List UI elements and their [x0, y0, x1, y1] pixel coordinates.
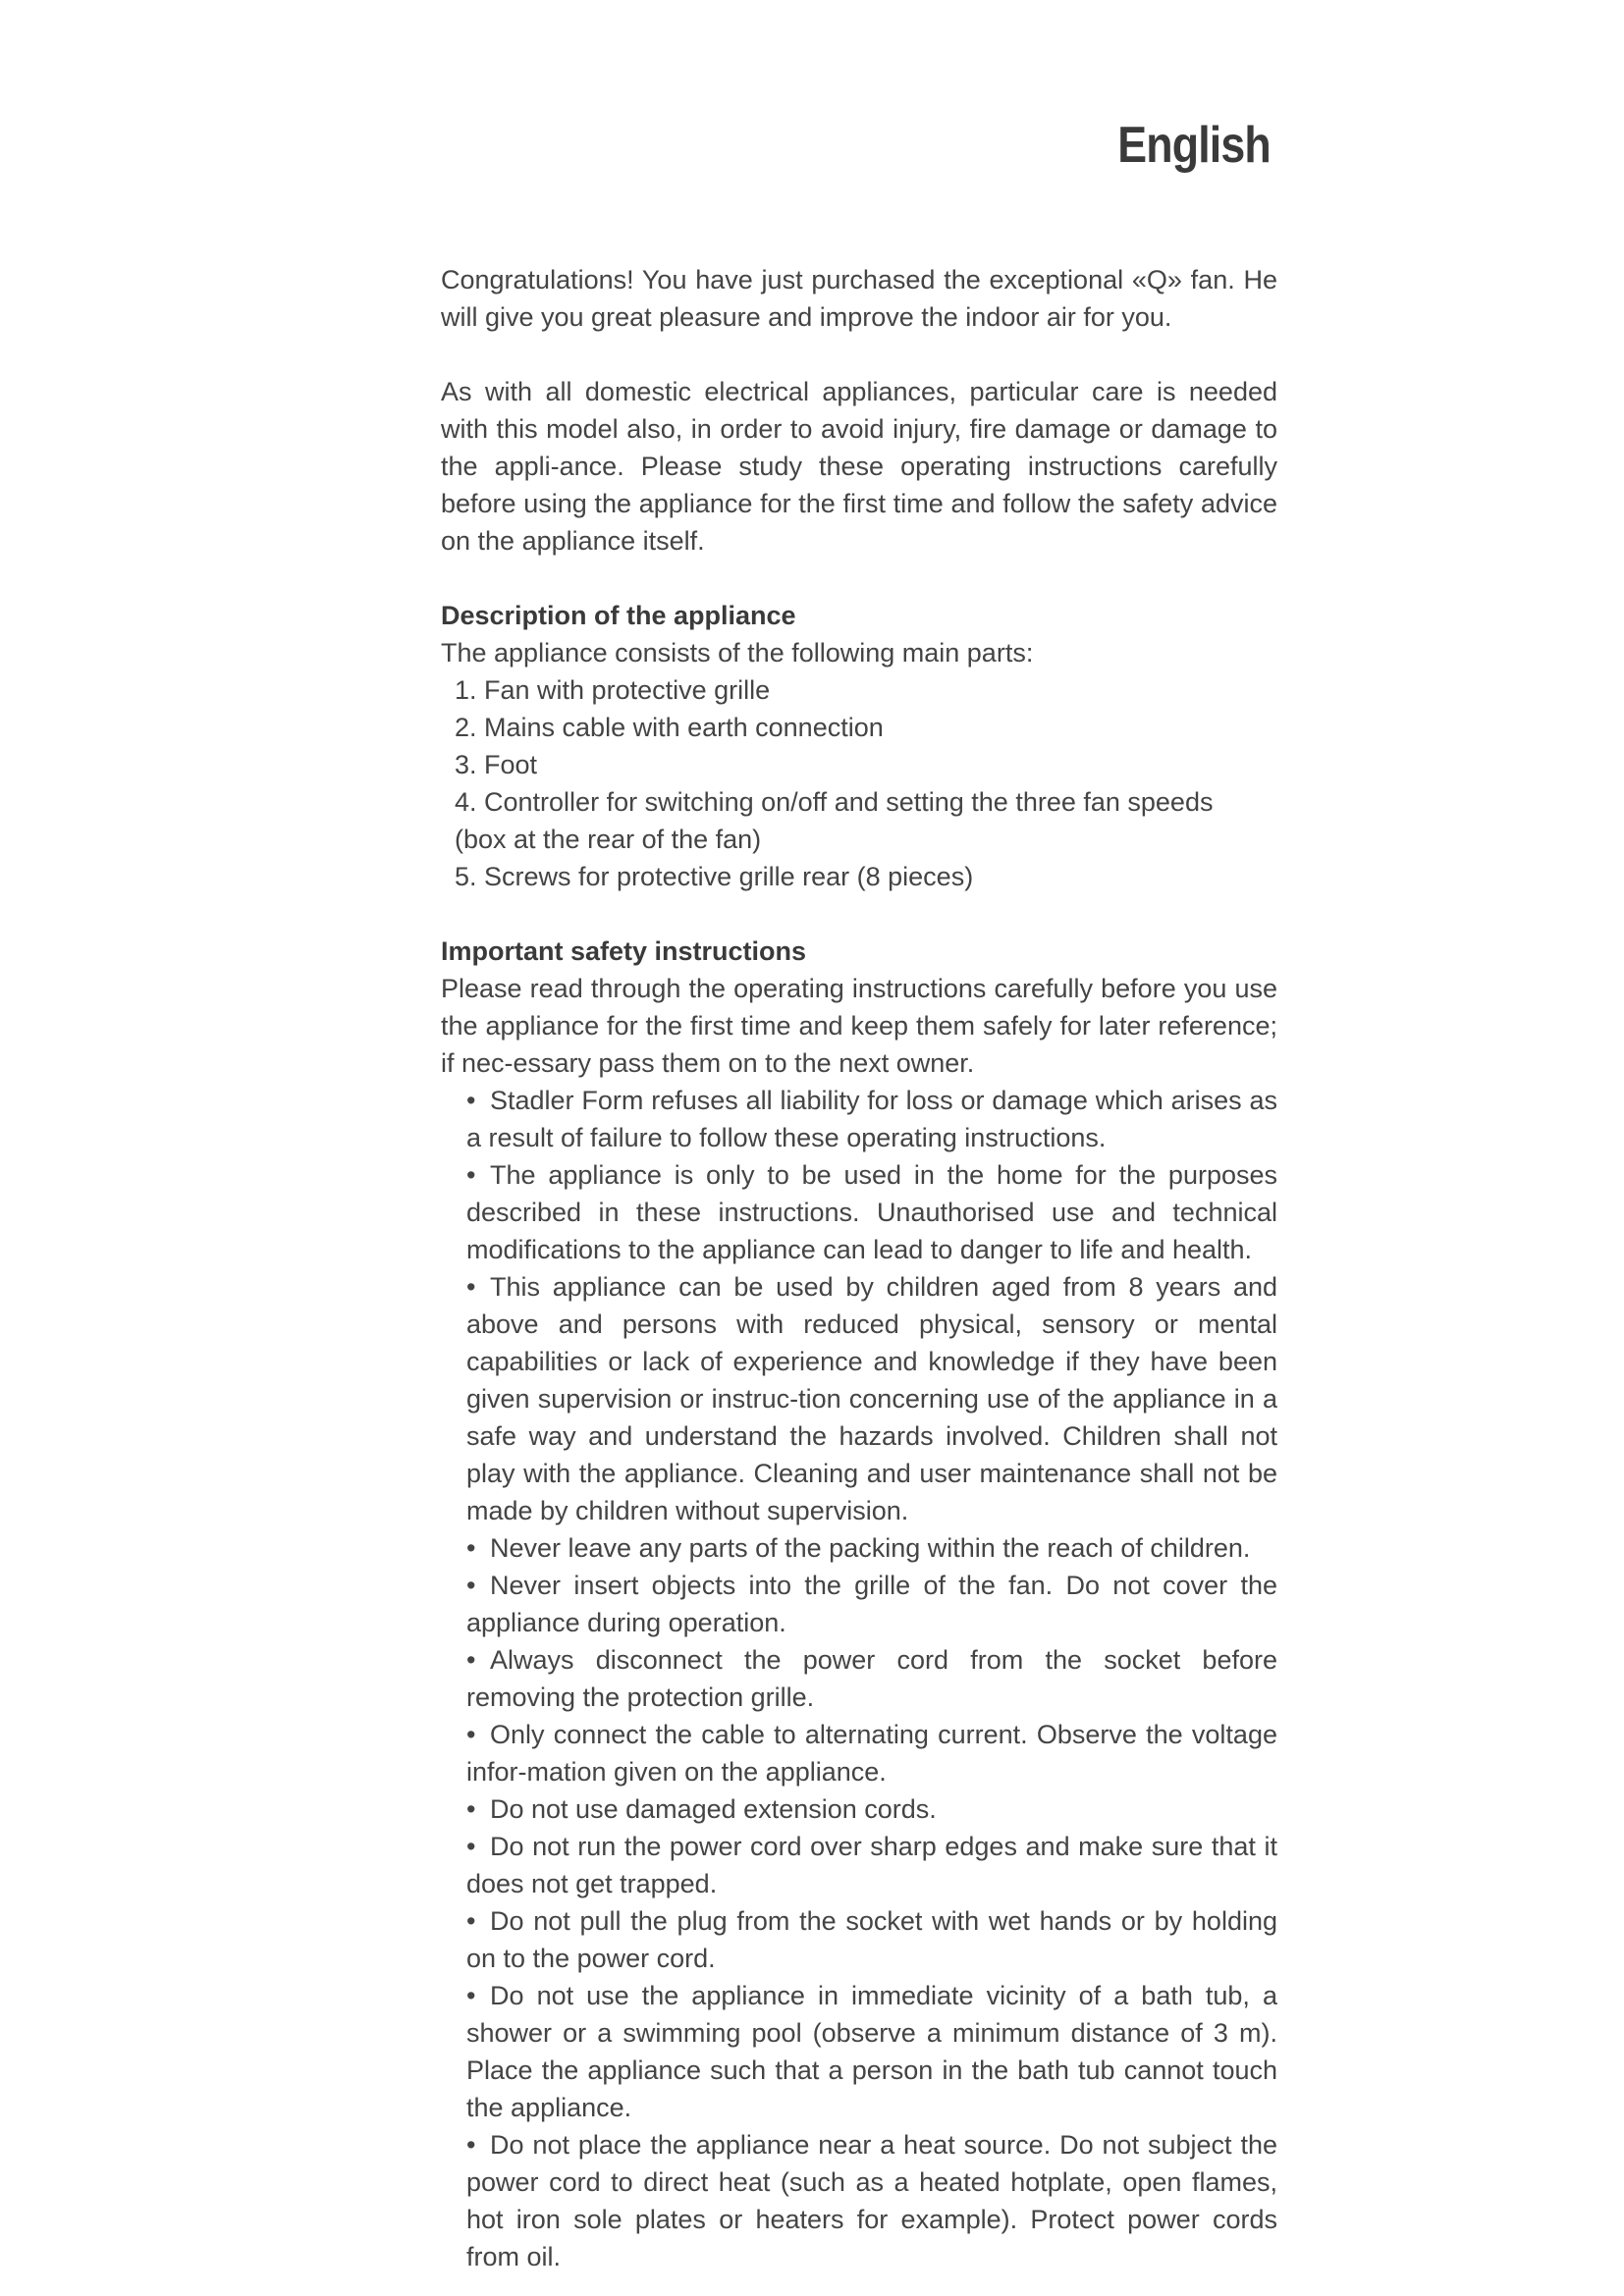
parts-list-item: 3. Foot [455, 750, 538, 779]
page-content [441, 261, 1277, 2275]
safety-list-item: • This appliance can be used by children aged from 8 years and above and persons with reduced physical, sensory or mental capabilities or lack of experience and knowledge if they have been given supervision or instruc-tion concerning use of the appliance in a safe way and understand the hazards involved. Children shall not play with the appliance. Cleaning and user maintenance shall not be made by children without supervision. [466, 1268, 1277, 1529]
parts-list-item: 4. Controller for switching on/off and setting the three fan speeds (box at the rear of the fan) [441, 783, 1277, 858]
bullet-icon: • [466, 1981, 476, 2010]
parts-list-item: 5. Screws for protective grille rear (8 pieces) [455, 862, 974, 891]
bullet-icon: • [466, 1272, 476, 1302]
safety-list-item: • Do not run the power cord over sharp edges and make sure that it does not get trapped. [466, 1828, 1277, 1902]
bullet-icon: • [466, 1720, 476, 1749]
bullet-icon: • [466, 1906, 476, 1936]
safety-list-item: • Only connect the cable to alternating current. Observe the voltage infor-mation given on the appliance. [466, 1716, 1277, 1790]
parts-list-item-continuation: (box at the rear of the fan) [455, 825, 762, 854]
safety-list-item: • Do not use the appliance in immediate vicinity of a bath tub, a shower or a swimming pool (observe a minimum distance of 3 m). Place the appliance such that a person in the bath tub cannot touch the appliance. [466, 1977, 1277, 2126]
intro-paragraph: Congratulations! You have just purchased the exceptional «Q» fan. He will give you great pleasure and improve the indoor air for you. [441, 265, 1277, 332]
safety-list-item: • Always disconnect the power cord from the socket before removing the protection grille. [466, 1641, 1277, 1716]
safety-list [441, 1082, 1277, 2275]
parts-list [441, 671, 1277, 895]
description-lead: The appliance consists of the following main parts: [441, 638, 1034, 667]
warning-paragraph: As with all domestic electrical appliances, particular care is needed with this model also, in order to avoid injury, fire damage or damage to the appli-ance. Please study these operating instructions carefully before using the appliance for the first time and follow the safety advice on the appliance itself. [441, 377, 1277, 556]
safety-list-item: • Never insert objects into the grille of the fan. Do not cover the appliance during operation. [466, 1567, 1277, 1641]
safety-list-item: • Do not place the appliance near a heat source. Do not subject the power cord to direct heat (such as a heated hotplate, open flames, hot iron sole plates or heaters for example). Protect power cords from oil. [466, 2126, 1277, 2275]
bullet-icon: • [466, 2130, 476, 2160]
bullet-icon: • [466, 1794, 476, 1824]
bullet-icon: • [466, 1533, 476, 1563]
parts-list-item: 2. Mains cable with earth connection [455, 713, 884, 742]
bullet-icon: • [466, 1832, 476, 1861]
safety-list-item: • Do not use damaged extension cords. [466, 1790, 1277, 1828]
safety-list-item: • Stadler Form refuses all liability for loss or damage which arises as a result of failure to follow these operating instructions. [466, 1082, 1277, 1156]
bullet-icon: • [466, 1645, 476, 1675]
safety-list-item: • The appliance is only to be used in the home for the purposes described in these instructions. Unauthorised use and technical modifications to the appliance can lead to danger to life and health. [466, 1156, 1277, 1268]
safety-list-item: • Do not pull the plug from the socket with wet hands or by holding on to the power cord. [466, 1902, 1277, 1977]
bullet-icon: • [466, 1160, 476, 1190]
section-heading-safety: Important safety instructions [441, 936, 807, 966]
safety-lead: Please read through the operating instructions carefully before you use the appliance for the first time and keep them safely for later reference; if nec-essary pass them on to the next owner. [441, 974, 1277, 1078]
bullet-icon: • [466, 1086, 476, 1115]
bullet-icon: • [466, 1571, 476, 1600]
safety-list-item: • Never leave any parts of the packing within the reach of children. [466, 1529, 1277, 1567]
section-heading-description: Description of the appliance [441, 601, 796, 630]
parts-list-item: 1. Fan with protective grille [455, 675, 771, 705]
language-heading: English [1117, 117, 1271, 174]
